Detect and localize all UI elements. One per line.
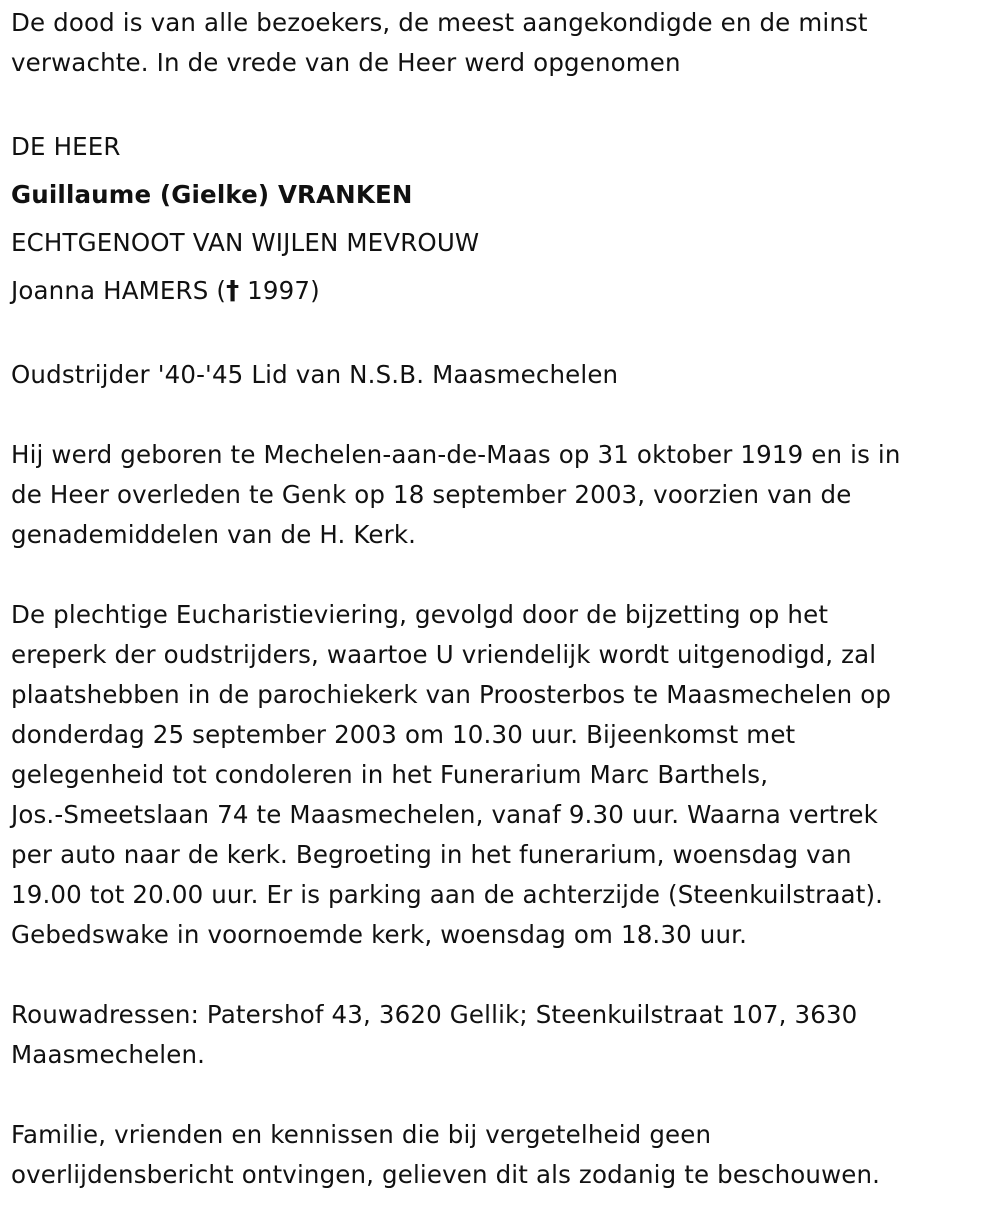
opening-paragraph: [11, 3, 986, 83]
closing-line: overlijdensbericht ontvingen, gelieven dit als zodanig te beschouwen.: [11, 1160, 881, 1189]
ceremony-line: De plechtige Eucharistieviering, gevolgd door de bijzetting op het: [11, 600, 829, 629]
ceremony-paragraph: [11, 595, 986, 955]
ceremony-line: per auto naar de kerk. Begroeting in het funerarium, woensdag van: [11, 840, 852, 869]
deceased-name: Guillaume (Gielke) VRANKEN: [11, 180, 413, 209]
ceremony-line: 19.00 tot 20.00 uur. Er is parking aan de achterzijde (Steenkuilstraat).: [11, 880, 884, 909]
paragraph-gap: [11, 395, 986, 435]
deceased-title: DE HEER: [11, 132, 121, 161]
closing-paragraph: [11, 1115, 986, 1195]
paragraph-gap: [11, 315, 986, 355]
closing-line: Familie, vrienden en kennissen die bij vergetelheid geen: [11, 1120, 712, 1149]
birth-death-line: de Heer overleden te Genk op 18 september 2003, voorzien van de: [11, 480, 852, 509]
birth-death-line: Hij werd geboren te Mechelen-aan-de-Maas op 31 oktober 1919 en is in: [11, 440, 901, 469]
membership-line: Oudstrijder '40-'45 Lid van N.S.B. Maasmechelen: [11, 360, 619, 389]
addresses-line: Rouwadressen: Patershof 43, 3620 Gellik; Steenkuilstraat 107, 3630: [11, 1000, 858, 1029]
addresses-line: Maasmechelen.: [11, 1040, 206, 1069]
deceased-block: [11, 123, 986, 315]
obituary-notice: [11, 3, 986, 1195]
opening-line: verwachte. In de vrede van de Heer werd opgenomen: [11, 48, 681, 77]
spouse-name: [11, 267, 986, 315]
membership-paragraph: [11, 355, 986, 395]
opening-line: De dood is van alle bezoekers, de meest aangekondigde en de minst: [11, 8, 868, 37]
birth-death-line: genademiddelen van de H. Kerk.: [11, 520, 417, 549]
ceremony-line: Jos.-Smeetslaan 74 te Maasmechelen, vanaf 9.30 uur. Waarna vertrek: [11, 800, 878, 829]
addresses-paragraph: [11, 995, 986, 1075]
ceremony-line: ereperk der oudstrijders, waartoe U vriendelijk wordt uitgenodigd, zal: [11, 640, 877, 669]
paragraph-gap: [11, 83, 986, 123]
paragraph-gap: [11, 955, 986, 995]
spouse-death-year: 1997): [239, 276, 320, 305]
ceremony-line: Gebedswake in voornoemde kerk, woensdag om 18.30 uur.: [11, 920, 748, 949]
ceremony-line: donderdag 25 september 2003 om 10.30 uur. Bijeenkomst met: [11, 720, 796, 749]
birth-death-paragraph: [11, 435, 986, 555]
ceremony-line: gelegenheid tot condoleren in het Funerarium Marc Barthels,: [11, 760, 769, 789]
ceremony-line: plaatshebben in de parochiekerk van Proosterbos te Maasmechelen op: [11, 680, 892, 709]
paragraph-gap: [11, 1075, 986, 1115]
paragraph-gap: [11, 555, 986, 595]
cross-icon: †: [226, 276, 240, 306]
spouse-label: ECHTGENOOT VAN WIJLEN MEVROUW: [11, 228, 480, 257]
spouse-name-text: Joanna HAMERS (: [11, 276, 227, 305]
